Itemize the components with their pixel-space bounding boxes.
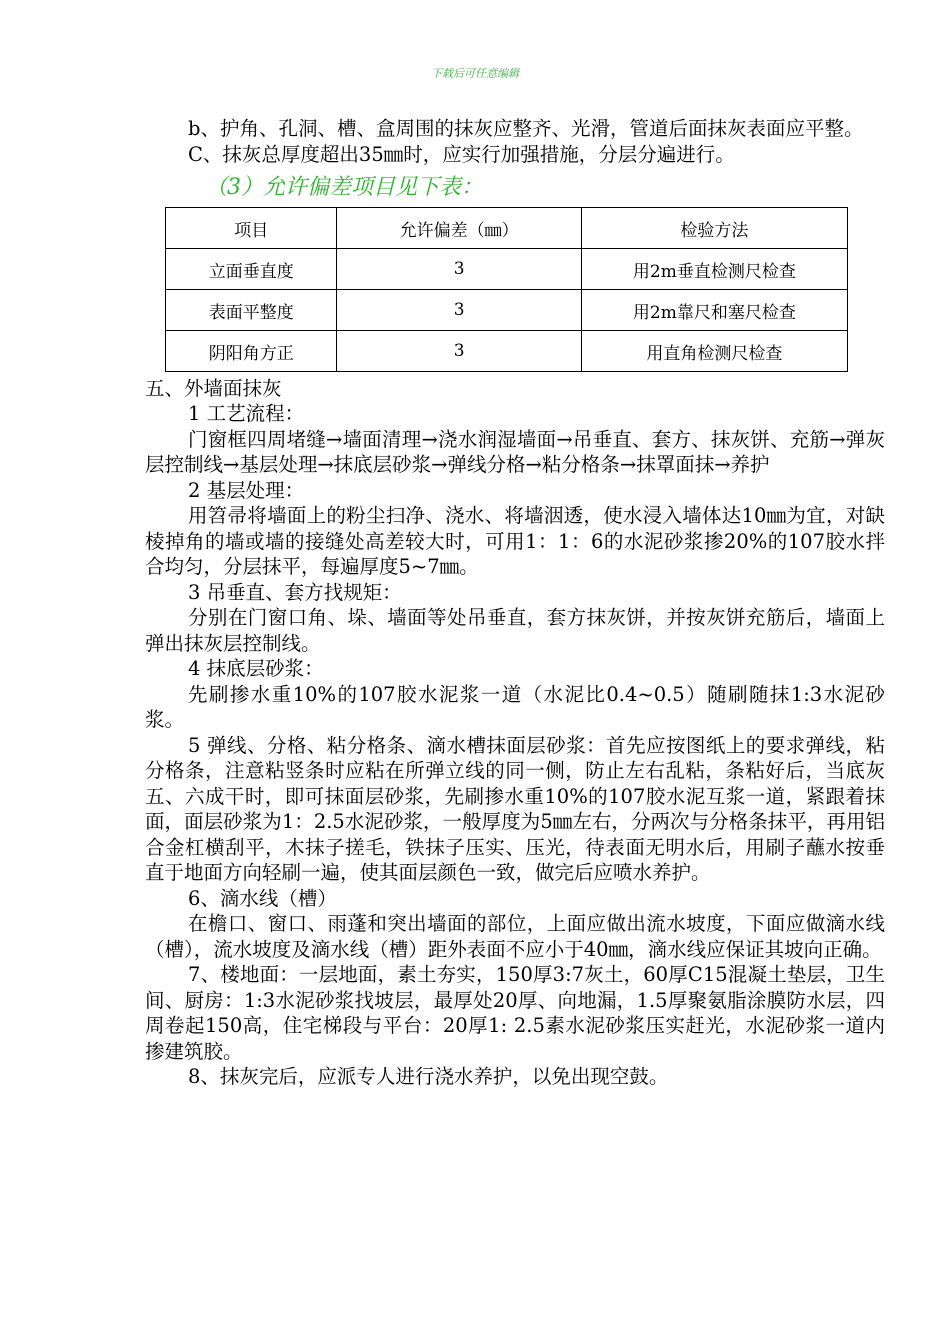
step-title: 3 吊垂直、套方找规矩： <box>188 580 402 604</box>
step-text: 分别在门窗口角、垛、墙面等处吊垂直，套方抹灰饼，并按灰饼充筋后，墙面上弹出抹灰层控制线。 <box>145 606 885 655</box>
watermark-text: 下载后可任意编辑 <box>431 67 519 80</box>
table-cell: 表面平整度 <box>166 290 337 331</box>
table-cell: 用2m垂直检测尺检查 <box>581 249 847 290</box>
table-cell: 用2m靠尺和塞尺检查 <box>581 290 847 331</box>
step-text: 7、楼地面：一层地面，素土夯实，150厚3:7灰土，60厚C15混凝土垫层，卫生间、厨房：1:3水泥砂浆找坡层，最厚处20厚、向地漏，1.5厚聚氨脂涂膜防水层，四周卷起150高，住宅梯段与平台：20厚1: 2.5素水泥砂浆压实赶光，水泥砂浆一道内掺建筑胶。 <box>145 963 885 1063</box>
step-title: 2 基层处理： <box>188 478 305 502</box>
paragraph-b: b、护角、孔洞、槽、盒周围的抹灰应整齐、光滑，管道后面抹灰表面应平整。 <box>188 117 864 140</box>
step-title: 1 工艺流程： <box>188 402 305 425</box>
step-text: 8、抹灰完后，应派专人进行浇水养护，以免出现空鼓。 <box>188 1065 669 1088</box>
step-text: 在檐口、窗口、雨蓬和突出墙面的部位，上面应做出流水坡度，下面应做滴水线（槽），流水坡度及滴水线（槽）距外表面不应小于40㎜，滴水线应保证其坡向正确。 <box>145 912 885 961</box>
paragraph-c: C、抹灰总厚度超出35㎜时，应实行加强措施，分层分遍进行。 <box>188 142 735 166</box>
tolerance-table <box>165 207 848 372</box>
table-header-cell: 允许偏差（㎜） <box>337 208 581 249</box>
table-header-cell: 检验方法 <box>581 208 847 249</box>
section-title: 五、外墙面抹灰 <box>145 377 282 400</box>
table-cell: 阴阳角方正 <box>166 331 337 372</box>
step-title: 6、滴水线（槽） <box>188 886 337 910</box>
table-cell: 3 <box>337 331 581 372</box>
table-row <box>166 249 848 290</box>
subheading-tolerance: （3）允许偏差项目见下表： <box>205 175 483 200</box>
table-header-row <box>166 208 848 249</box>
table-header-cell: 项目 <box>166 208 337 249</box>
step-text: 先刷掺水重10%的107胶水泥浆一道（水泥比0.4~0.5）随刷随抹1:3水泥砂浆。 <box>145 682 885 731</box>
table-cell: 用直角检测尺检查 <box>581 331 847 372</box>
table-cell: 立面垂直度 <box>166 249 337 290</box>
step-text: 门窗框四周堵缝→墙面清理→浇水润湿墙面→吊垂直、套方、抹灰饼、充筋→弹灰层控制线→基层处理→抹底层砂浆→弹线分格→粘分格条→抹罩面抹→养护 <box>145 427 885 476</box>
step-text: 5 弹线、分格、粘分格条、滴水槽抹面层砂浆：首先应按图纸上的要求弹线，粘分格条，注意粘竖条时应粘在所弹立线的同一侧，防止左右乱粘，条粘好后，当底灰五、六成干时，即可抹面层砂浆，先刷掺水重10%的107胶水泥互浆一道，紧跟着抹面，面层砂浆为1：2.5水泥砂浆，一般厚度为5㎜左右，分两次与分格条抹平，再用铝合金杠横刮平，木抹子搓毛，铁抹子压实、压光，待表面无明水后，用刷子蘸水按垂直于地面方向轻刷一遍，使其面层颜色一致，做完后应喷水养护。 <box>145 733 885 884</box>
document-body <box>145 116 885 1090</box>
step-title: 4 抹底层砂浆： <box>188 657 324 680</box>
table-row <box>166 331 848 372</box>
table-cell: 3 <box>337 249 581 290</box>
table-row <box>166 290 848 331</box>
table-cell: 3 <box>337 290 581 331</box>
step-text: 用笤帚将墙面上的粉尘扫净、浇水、将墙洇透，使水浸入墙体达10㎜为宜，对缺棱掉角的墙或墙的接缝处高差较大时，可用1：1：6的水泥砂浆掺20%的107胶水拌合均匀，分层抹平，每遍厚度5~7㎜。 <box>145 504 885 578</box>
